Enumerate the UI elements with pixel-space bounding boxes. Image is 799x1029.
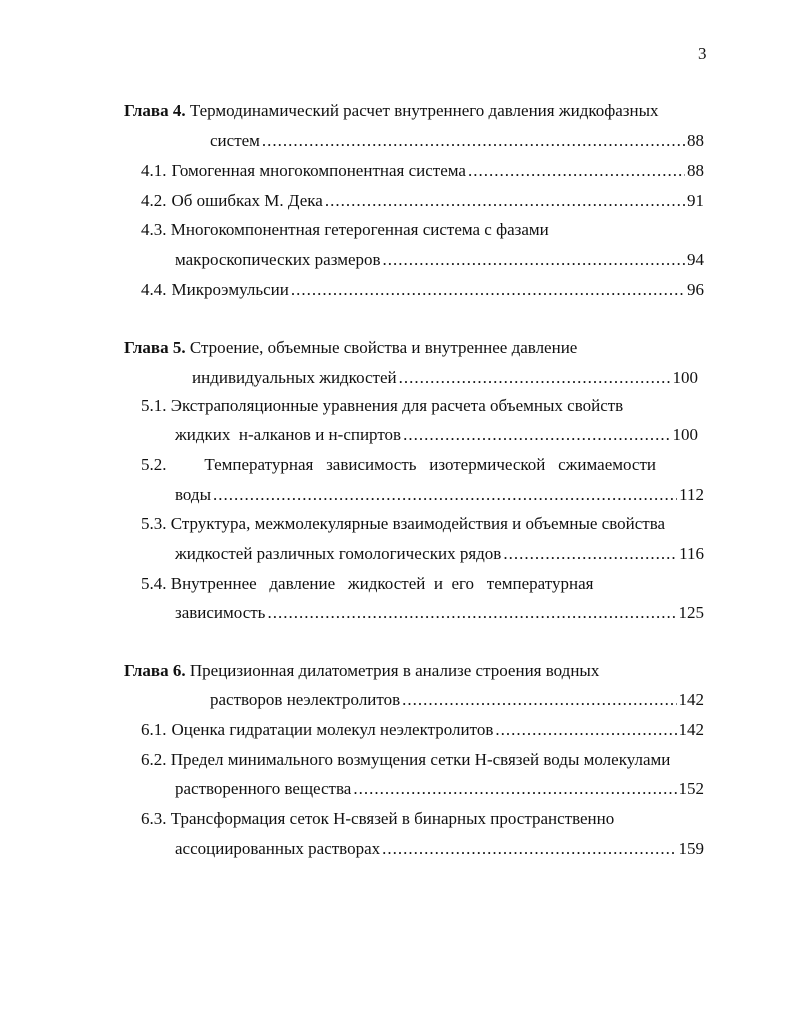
toc-text: ассоциированных растворах — [175, 839, 381, 858]
toc-text: индивидуальных жидкостей — [192, 368, 397, 387]
leader-dots — [468, 161, 685, 181]
section-number: 5.3. — [141, 514, 167, 533]
leader-dots — [353, 779, 676, 799]
toc-page: 96 — [687, 280, 704, 299]
leader-dots — [267, 603, 676, 623]
toc-text: Оценка гидратации молекул неэлектролитов — [171, 720, 494, 739]
toc-text: Экстраполяционные уравнения для расчета объемных свойств — [170, 396, 624, 415]
toc-text: жидких н-алканов и н-спиртов — [175, 425, 402, 444]
toc-text: зависимость — [175, 603, 266, 622]
toc-entry-4-2 — [141, 191, 704, 211]
chapter-5-title-cont — [192, 368, 698, 388]
toc-text: жидкостей различных гомологических рядов — [175, 544, 502, 563]
chapter-6-heading — [124, 661, 599, 681]
toc-text: растворов неэлектролитов — [210, 690, 401, 709]
toc-entry-5-3 — [141, 514, 665, 534]
toc-entry-5-1-cont — [175, 425, 698, 445]
toc-page: 159 — [678, 839, 704, 858]
section-number: 6.2. — [141, 750, 167, 769]
toc-text: Предел минимального возмущения сетки Н-связей воды молекулами — [170, 750, 671, 769]
leader-dots — [495, 720, 676, 740]
chapter-4-title-cont — [210, 131, 704, 151]
toc-entry-6-2-cont — [175, 779, 704, 799]
toc-text: макроскопических размеров — [175, 250, 381, 269]
section-number: 6.1. — [141, 720, 167, 739]
chapter-5-title: Строение, объемные свойства и внутреннее давление — [189, 338, 578, 357]
toc-text: Микроэмульсии — [171, 280, 289, 299]
section-number: 6.3. — [141, 809, 167, 828]
page-number: 3 — [698, 44, 707, 63]
toc-text: воды — [175, 485, 211, 504]
toc-entry-4-4 — [141, 280, 704, 300]
section-number: 5.1. — [141, 396, 167, 415]
toc-page: 125 — [678, 603, 704, 622]
toc-text: Структура, межмолекулярные взаимодействия и объемные свойства — [170, 514, 666, 533]
toc-page: 152 — [678, 779, 704, 798]
section-number: 4.1. — [141, 161, 167, 180]
toc-entry-5-2 — [141, 455, 656, 475]
toc-entry-4-1 — [141, 161, 704, 181]
leader-dots — [383, 250, 685, 270]
chapter-4-title: Термодинамический расчет внутреннего давления жидкофазных — [189, 101, 659, 120]
section-number: 5.4. — [141, 574, 167, 593]
toc-text: Внутреннее давление жидкостей и его температурная — [170, 574, 594, 593]
toc-page: 100 — [672, 368, 698, 387]
leader-dots — [382, 839, 676, 859]
toc-entry-5-3-cont — [175, 544, 704, 564]
leader-dots — [399, 368, 671, 388]
leader-dots — [503, 544, 677, 564]
chapter-5-label: Глава 5. — [124, 338, 186, 357]
toc-entry-5-1 — [141, 396, 623, 416]
toc-text: систем — [210, 131, 260, 150]
chapter-6-title-cont — [210, 690, 704, 710]
chapter-5-heading — [124, 338, 577, 358]
toc-entry-6-3-cont — [175, 839, 704, 859]
toc-page: 112 — [679, 485, 704, 504]
toc-text: Об ошибках М. Дека — [171, 191, 323, 210]
section-number: 5.2. — [141, 455, 167, 474]
leader-dots — [402, 690, 676, 710]
toc-entry-6-2 — [141, 750, 670, 770]
toc-text: Трансформация сеток Н-связей в бинарных пространственно — [170, 809, 615, 828]
toc-text: растворенного вещества — [175, 779, 352, 798]
toc-entry-5-2-cont — [175, 485, 704, 505]
toc-entry-5-4-cont — [175, 603, 704, 623]
chapter-6-title: Прецизионная дилатометрия в анализе строения водных — [189, 661, 600, 680]
section-number: 4.3. — [141, 220, 167, 239]
chapter-4-label: Глава 4. — [124, 101, 186, 120]
chapter-6-label: Глава 6. — [124, 661, 186, 680]
toc-page: 116 — [679, 544, 704, 563]
toc-page: 142 — [678, 720, 704, 739]
toc-page: 142 — [678, 690, 704, 709]
leader-dots — [325, 191, 685, 211]
toc-page: 100 — [672, 425, 698, 444]
toc-entry-6-3 — [141, 809, 614, 829]
toc-text: Многокомпонентная гетерогенная система с фазами — [170, 220, 549, 239]
section-number: 4.4. — [141, 280, 167, 299]
chapter-4-heading — [124, 101, 659, 121]
toc-entry-5-4 — [141, 574, 593, 594]
leader-dots — [403, 425, 670, 445]
toc-entry-4-3-cont — [175, 250, 704, 270]
toc-page: 88 — [687, 161, 704, 180]
toc-page: 88 — [687, 131, 704, 150]
toc-text: Температурная зависимость изотермической сжимаемости — [204, 455, 656, 474]
leader-dots — [291, 280, 685, 300]
toc-entry-4-3 — [141, 220, 549, 240]
leader-dots — [262, 131, 685, 151]
toc-page: 91 — [687, 191, 704, 210]
leader-dots — [213, 485, 677, 505]
toc-entry-6-1 — [141, 720, 704, 740]
toc-text: Гомогенная многокомпонентная система — [171, 161, 466, 180]
section-number: 4.2. — [141, 191, 167, 210]
toc-page: 94 — [687, 250, 704, 269]
